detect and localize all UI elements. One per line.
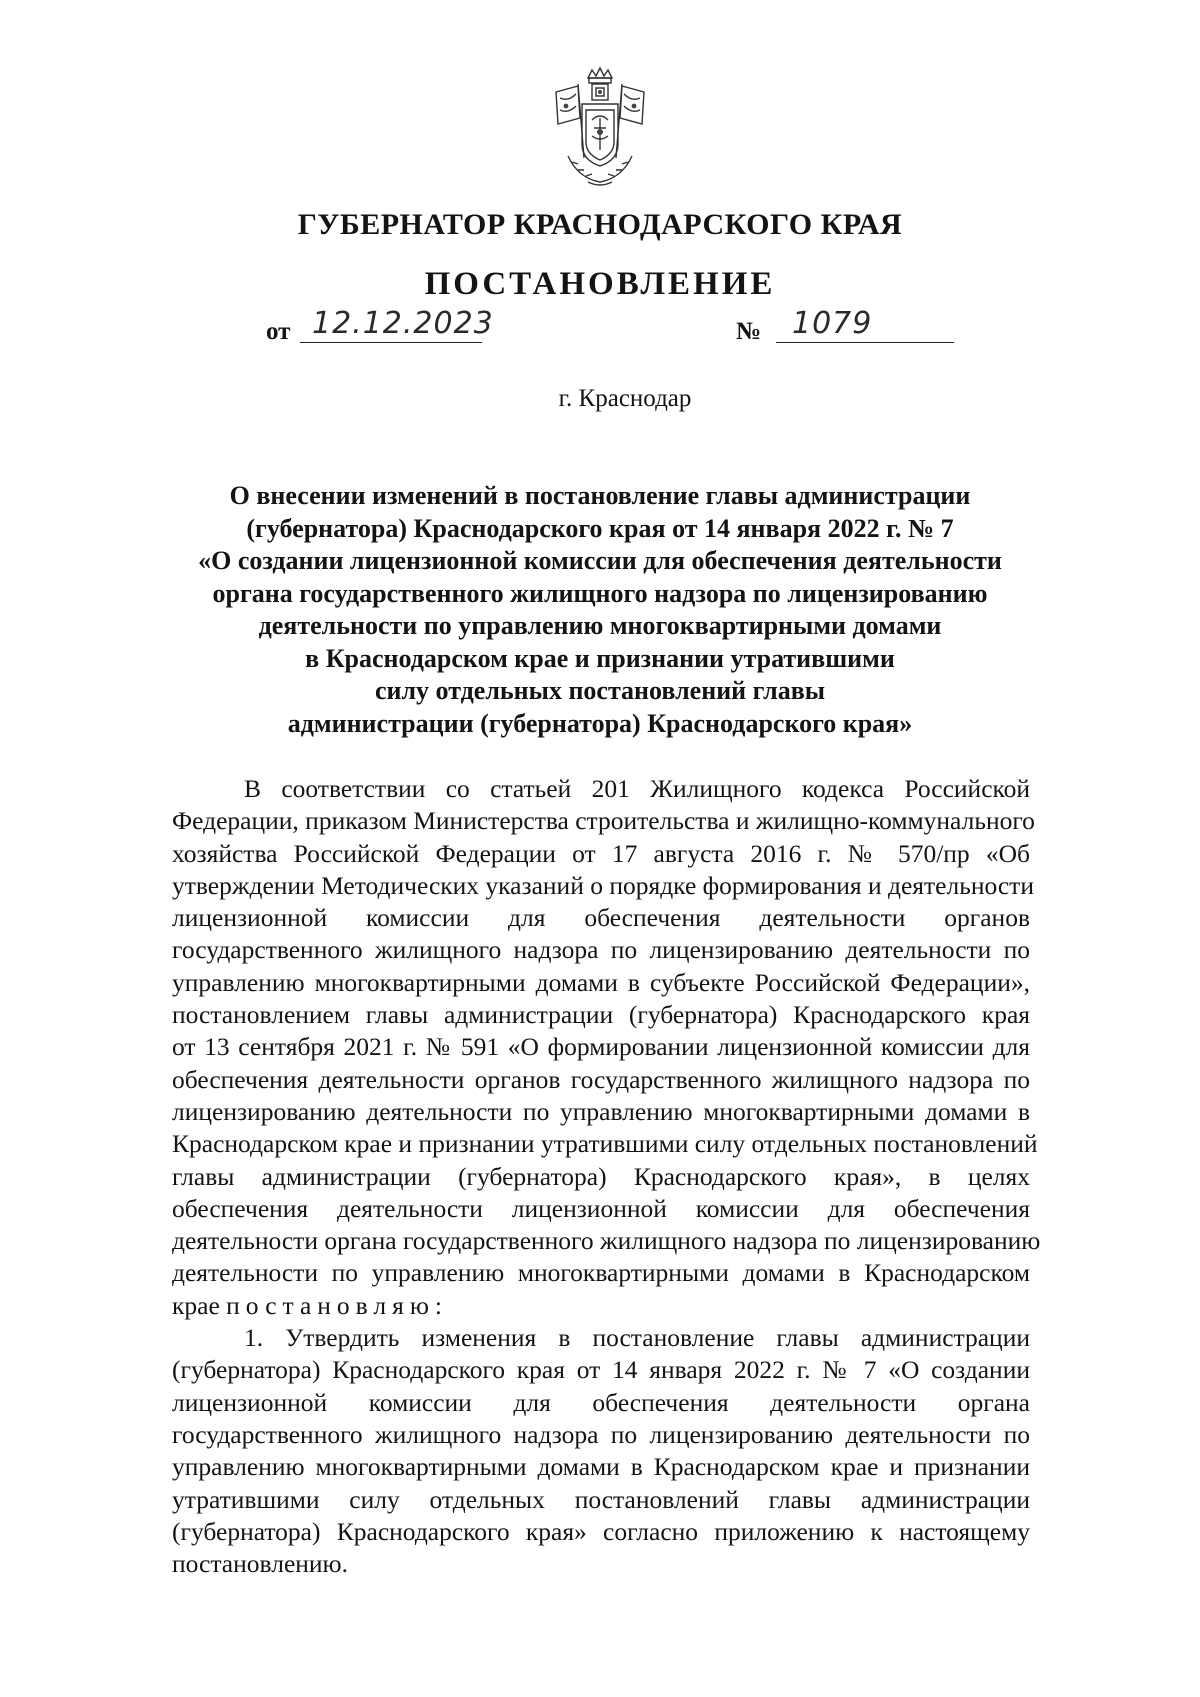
number-underline xyxy=(776,342,954,343)
preamble-line: обеспечения деятельности органов государственного жилищного надзора по xyxy=(172,1064,1030,1094)
item-1-line: 1. Утвердить изменения в постановление главы администрации xyxy=(244,1323,1030,1353)
coat-of-arms-icon xyxy=(548,66,652,192)
preamble-line: Федерации, приказом Министерства строительства и жилищно-коммунального xyxy=(172,806,1035,836)
item-1-line: (губернатора) Краснодарского края от 14 января 2022 г. № 7 «О создании xyxy=(172,1355,1030,1385)
title-line: О внесении изменений в постановление главы администрации xyxy=(229,481,971,510)
item-1-line: постановлению. xyxy=(172,1549,348,1579)
preamble-line: от 13 сентября 2021 г. № 591 «О формировании лицензионной комиссии для xyxy=(172,1032,1030,1062)
decree-line xyxy=(172,1290,1030,1322)
title-line: органа государственного жилищного надзора по лицензированию xyxy=(212,578,988,608)
date-prefix: от xyxy=(266,318,291,345)
preamble-line: Краснодарском крае и признании утратившими силу отдельных постановлений xyxy=(172,1129,1038,1159)
title-line: «О создании лицензионной комиссии для обеспечения деятельности xyxy=(198,546,1002,575)
preamble-line: утверждении Методических указаний о порядке формирования и деятельности xyxy=(172,870,1034,900)
preamble-line: лицензированию деятельности по управлению многоквартирными домами в xyxy=(172,1096,1030,1126)
title-line: (губернатора) Краснодарского края от 14 января 2022 г. № 7 xyxy=(246,513,954,543)
date-value: 12.12.2023 xyxy=(312,306,494,341)
title-line: деятельности по управлению многоквартирными домами xyxy=(258,611,942,640)
item-1-line: лицензионной комиссии для обеспечения деятельности органа xyxy=(172,1387,1030,1417)
number-value: 1079 xyxy=(792,306,873,341)
preamble-line: государственного жилищного надзора по лицензированию деятельности по xyxy=(172,935,1030,965)
preamble-line: постановлением главы администрации (губернатора) Краснодарского края xyxy=(172,1000,1030,1030)
decree-word: постановляю: xyxy=(226,1290,448,1320)
preamble-line: хозяйства Российской Федерации от 17 августа 2016 г. № 570/пр «Об xyxy=(172,838,1030,868)
city: г. Краснодар xyxy=(558,385,692,412)
title-line: силу отдельных постановлений главы xyxy=(374,676,826,705)
document-type: ПОСТАНОВЛЕНИЕ xyxy=(424,266,776,302)
item-1-line: государственного жилищного надзора по лицензированию деятельности по xyxy=(172,1419,1030,1449)
preamble-line: В соответствии со статьей 201 Жилищного кодекса Российской xyxy=(244,774,1030,803)
item-1-line: утратившими силу отдельных постановлений главы администрации xyxy=(172,1484,1030,1514)
preamble-line: деятельности по управлению многоквартирными домами в Краснодарском xyxy=(172,1258,1030,1288)
coat-of-arms-emblem xyxy=(548,66,652,192)
title-line: в Краснодарском крае и признании утратившими xyxy=(305,643,895,673)
preamble-line: главы администрации (губернатора) Краснодарского края», в целях xyxy=(172,1161,1030,1191)
document-body xyxy=(172,773,1041,1580)
preamble-line: деятельности органа государственного жилищного надзора по лицензированию xyxy=(172,1226,1041,1256)
item-1-line: (губернатора) Краснодарского края» согласно приложению к настоящему xyxy=(172,1516,1030,1546)
item-1-line: управлению многоквартирными домами в Краснодарском крае и признании xyxy=(172,1452,1030,1482)
preamble-line: обеспечения деятельности лицензионной комиссии для обеспечения xyxy=(172,1193,1030,1223)
issuing-authority: ГУБЕРНАТОР КРАСНОДАРСКОГО КРАЯ xyxy=(297,208,903,241)
date-underline xyxy=(300,342,482,343)
preamble-end: крае xyxy=(172,1290,220,1320)
document-title xyxy=(150,480,1050,740)
title-line: администрации (губернатора) Краснодарского края» xyxy=(287,708,913,738)
preamble-line: управлению многоквартирными домами в субъекте Российской Федерации», xyxy=(172,967,1030,997)
number-prefix: № xyxy=(736,318,762,345)
preamble-line: лицензионной комиссии для обеспечения деятельности органов xyxy=(172,903,1030,933)
